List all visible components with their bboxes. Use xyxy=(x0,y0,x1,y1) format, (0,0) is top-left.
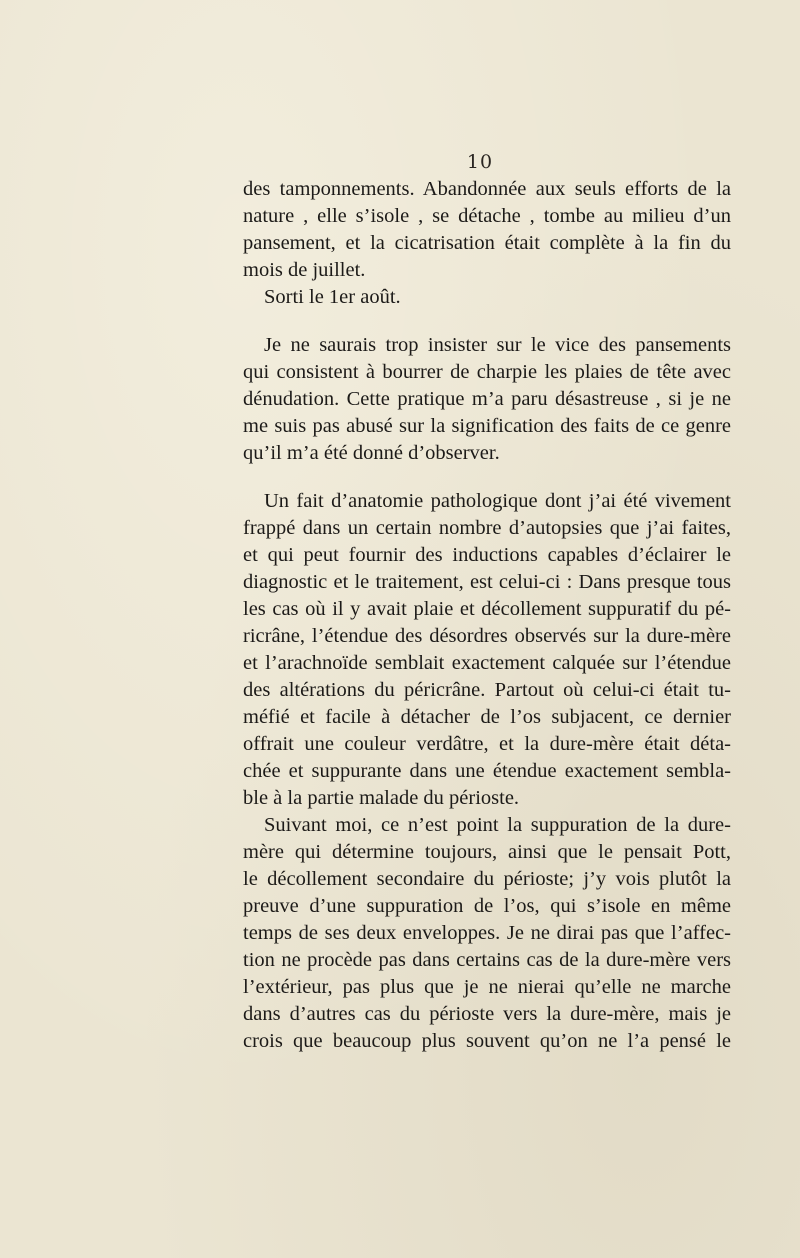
text-line: diagnostic et le traitement, est celui-ci : Dans presque tous xyxy=(243,571,731,593)
text-line: le décollement secondaire du périoste; j’y vois plutôt la xyxy=(243,868,731,890)
text-line: pansement, et la cicatrisation était complète à la fin du xyxy=(243,232,731,254)
text-line: Un fait d’anatomie pathologique dont j’ai été vivement xyxy=(264,490,731,512)
text-line: offrait une couleur verdâtre, et la dure-mère était déta- xyxy=(243,733,731,755)
text-line: chée et suppurante dans une étendue exactement sembla- xyxy=(243,760,731,782)
page-number: 10 xyxy=(466,151,494,173)
text-line: des altérations du péricrâne. Partout où celui-ci était tu- xyxy=(243,679,731,701)
text-line: des tamponnements. Abandonnée aux seuls efforts de la xyxy=(243,178,731,200)
text-line: Suivant moi, ce n’est point la suppuration de la dure- xyxy=(264,814,731,836)
text-line: temps de ses deux enveloppes. Je ne dirai pas que l’affec- xyxy=(243,922,731,944)
text-line: preuve d’une suppuration de l’os, qui s’isole en même xyxy=(243,895,731,917)
body-text xyxy=(243,176,731,1055)
text-line: méfié et facile à détacher de l’os subjacent, ce dernier xyxy=(243,706,731,728)
text-line: mère qui détermine toujours, ainsi que le pensait Pott, xyxy=(243,841,731,863)
text-line: Je ne saurais trop insister sur le vice des pansements xyxy=(264,334,731,356)
paragraph-gap xyxy=(243,311,731,332)
text-line: et l’arachnoïde semblait exactement calquée sur l’étendue xyxy=(243,652,731,674)
text-line: les cas où il y avait plaie et décollement suppuratif du pé- xyxy=(243,598,731,620)
text-line: frappé dans un certain nombre d’autopsies que j’ai faites, xyxy=(243,517,731,539)
text-line: qu’il m’a été donné d’observer. xyxy=(243,442,500,464)
text-line: Sorti le 1er août. xyxy=(264,286,401,308)
text-line: ble à la partie malade du périoste. xyxy=(243,787,520,809)
text-line: me suis pas abusé sur la signification des faits de ce genre xyxy=(243,415,731,437)
text-line: ricrâne, l’étendue des désordres observés sur la dure-mère xyxy=(243,625,731,647)
text-line: dénudation. Cette pratique m’a paru désastreuse , si je ne xyxy=(243,388,731,410)
text-line: et qui peut fournir des inductions capables d’éclairer le xyxy=(243,544,731,566)
text-line: l’extérieur, pas plus que je ne nierai qu’elle ne marche xyxy=(243,976,731,998)
text-line: mois de juillet. xyxy=(243,259,366,281)
text-line: dans d’autres cas du périoste vers la dure-mère, mais je xyxy=(243,1003,731,1025)
text-line: qui consistent à bourrer de charpie les plaies de tête avec xyxy=(243,361,731,383)
text-line: tion ne procède pas dans certains cas de la dure-mère vers xyxy=(243,949,731,971)
paragraph-gap xyxy=(243,467,731,488)
text-line: nature , elle s’isole , se détache , tombe au milieu d’un xyxy=(243,205,731,227)
text-line: crois que beaucoup plus souvent qu’on ne l’a pensé le xyxy=(243,1030,731,1052)
